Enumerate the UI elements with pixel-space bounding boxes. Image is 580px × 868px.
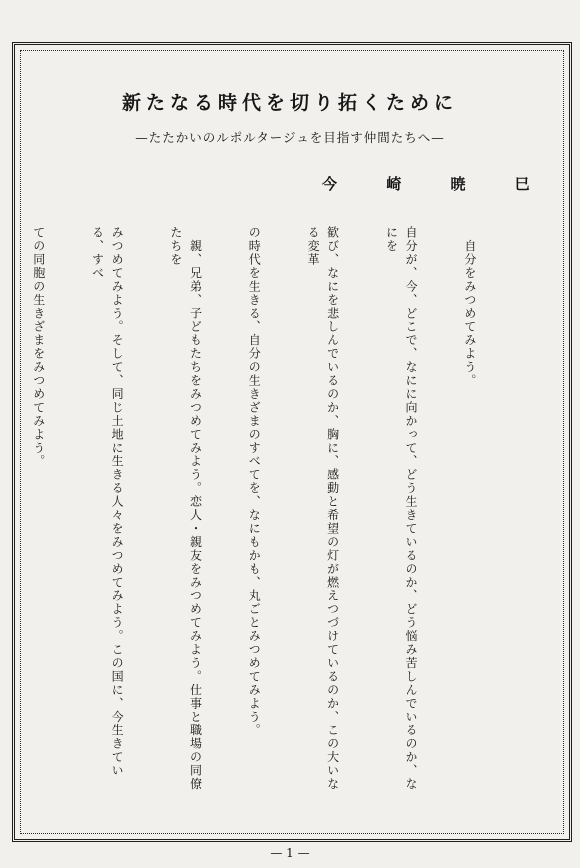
body-line: 自分をみつめてみよう。 [462, 226, 477, 388]
article-body [0, 226, 518, 802]
page-number: — 1 — [270, 846, 310, 860]
body-line: 親、兄弟、子どもたちをみつめてみよう。恋人・親友をみつめてみよう。仕事と職場の同僚たちを [168, 226, 203, 791]
body-line: ての同胞の生きざまをみつめてみよう。 [31, 226, 46, 469]
body-line: みつめてみよう。そして、同じ土地に生きる人々をみつめてみよう。この国に、今生きている、すべ [90, 226, 125, 778]
body-line: 自分が、今、どこで、なにに向かって、どう生きているのか、どう悩み苦しんでいるのか、なにを [384, 226, 419, 791]
article-title: 新たなる時代を切り拓くために [121, 92, 458, 114]
article-subtitle: —たたかいのルポルタージュを目指す仲間たちへ— [135, 130, 445, 145]
author-name: 今 崎 暁 巳 [322, 175, 552, 193]
body-line: 歓び、なにを悲しんでいるのか、胸に、感動と希望の灯が燃えつづけているのか、この大いなる変革 [306, 226, 340, 791]
body-line: の時代を生きる、自分の生きざまのすべてを、なにもかも、丸ごとみつめてみよう。 [247, 226, 262, 738]
